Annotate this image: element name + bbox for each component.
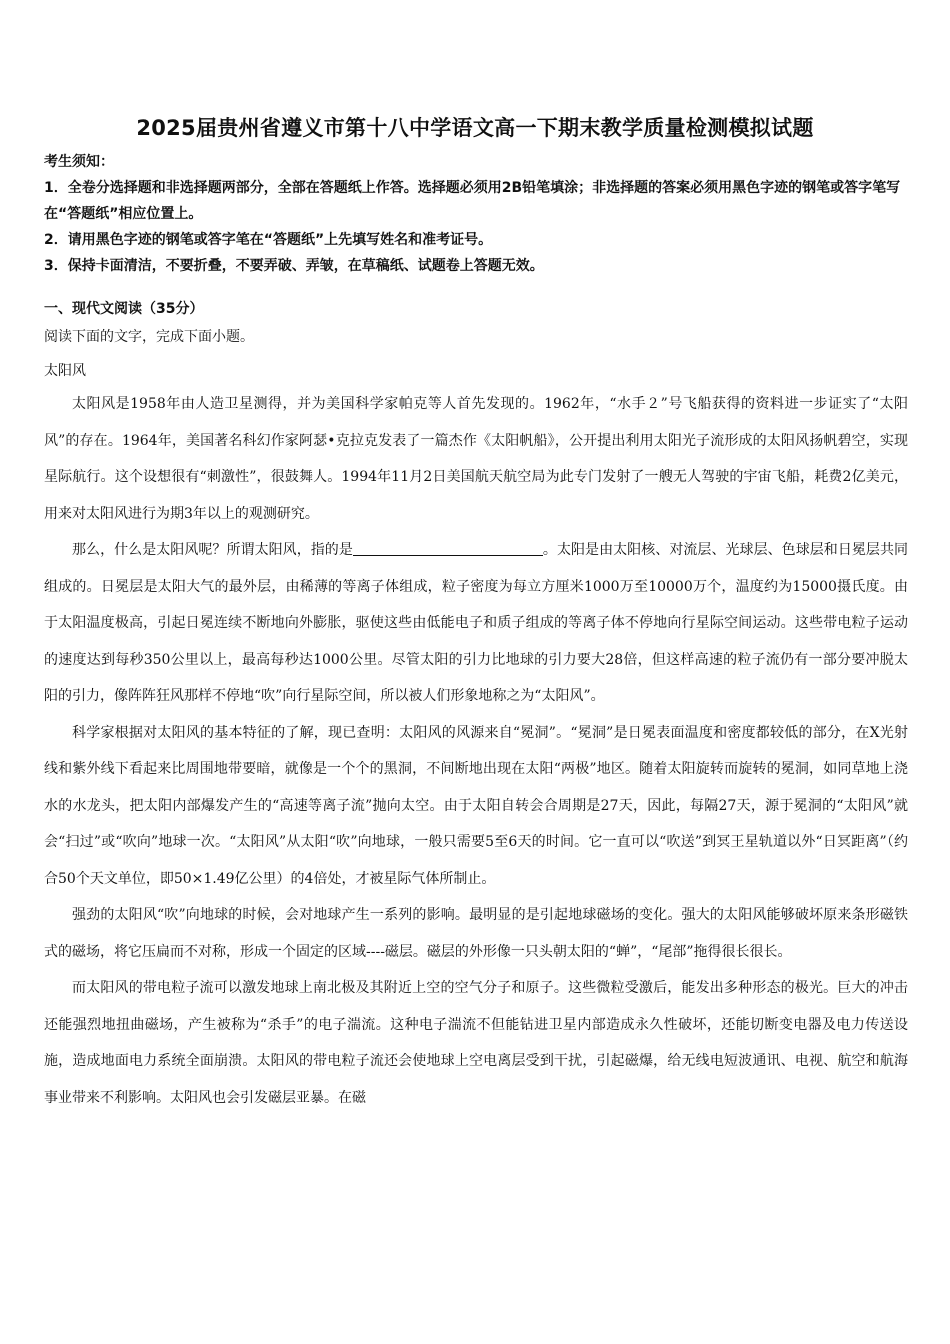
paragraph-4: 强劲的太阳风“吹”向地球的时候，会对地球产生一系列的影响。最明显的是引起地球磁场的变化。强大的太阳风能够破坏原来条形磁铁式的磁场，将它压扁而不对称，形成一个固定的区域----磁层。磁层的外形像一只头朝太阳的“蝉”，“尾部”拖得很长很长。 — [44, 907, 908, 960]
paragraph-1: 太阳风是1958年由人造卫星测得，并为美国科学家帕克等人首先发现的。1962年，“水手２”号飞船获得的资料进一步证实了“太阳风”的存在。1964年，美国著名科幻作家阿瑟•克拉克发表了一篇杰作《太阳帆船》，公开提出利用太阳光子流形成的太阳风扬帆碧空，实现星际航行。这个设想很有“刺激性”，很鼓舞人。1994年11月2日美国航天航空局为此专门发射了一艘无人驾驶的宇宙飞船，耗费2亿美元，用来对太阳风进行为期3年以上的观测研究。 — [44, 396, 908, 522]
answer-blank[interactable] — [353, 541, 543, 556]
exam-title: 2025届贵州省遵义市第十八中学语文高一下期末教学质量检测模拟试题 — [136, 116, 814, 140]
article-title: 太阳风 — [44, 363, 86, 379]
notice-item-1: 1．全卷分选择题和非选择题两部分，全部在答题纸上作答。选择题必须用2B铅笔填涂；非选择题的答案必须用黑色字迹的钢笔或答字笔写在“答题纸”相应位置上。 — [44, 180, 901, 222]
paragraph-2 — [44, 532, 908, 715]
section-heading: 一、现代文阅读（35分） — [44, 301, 204, 317]
notice-heading: 考生须知： — [44, 154, 114, 170]
paragraph-2-after-blank: 。 — [542, 542, 557, 558]
notice-block — [44, 149, 910, 279]
article-body — [44, 386, 908, 1116]
notice-item-2: 2．请用黑色字迹的钢笔或答字笔在“答题纸”上先填写姓名和准考证号。 — [44, 232, 493, 248]
reading-instruction: 阅读下面的文字，完成下面小题。 — [44, 329, 254, 345]
paragraph-3: 科学家根据对太阳风的基本特征的了解，现已查明：太阳风的风源来自“冕洞”。“冕洞”是日冕表面温度和密度都较低的部分，在X光射线和紫外线下看起来比周围地带要暗，就像是一个个的黑洞，不间断地出现在太阳“两极”地区。随着太阳旋转而旋转的冕洞，如同草地上浇水的水龙头，把太阳内部爆发产生的“高速等离子流”抛向太空。由于太阳自转会合周期是27天，因此，每隔27天，源于冕洞的“太阳风”就会“扫过”或“吹向”地球一次。“太阳风”从太阳“吹”向地球，一般只需要5至6天的时间。它一直可以“吹送”到冥王星轨道以外“日冥距离”（约合50个天文单位，即50×1.49亿公里）的4倍处，才被星际气体所制止。 — [44, 724, 908, 887]
paragraph-5: 而太阳风的带电粒子流可以激发地球上南北极及其附近上空的空气分子和原子。这些微粒受激后，能发出多种形态的极光。巨大的冲击还能强烈地扭曲磁场，产生被称为“杀手”的电子湍流。这种电子湍流不但能钻进卫星内部造成永久性破坏，还能切断变电器及电力传送设施，造成地面电力系统全面崩溃。太阳风的带电粒子流还会使地球上空电离层受到干扰，引起磁爆，给无线电短波通讯、电视、航空和航海事业带来不利影响。太阳风也会引发磁层亚暴。在磁 — [44, 980, 908, 1106]
notice-item-3: 3．保持卡面清洁，不要折叠，不要弄破、弄皱，在草稿纸、试题卷上答题无效。 — [44, 258, 544, 274]
paragraph-2-lead: 那么，什么是太阳风呢？所谓太阳风，指的是 — [72, 542, 353, 558]
paragraph-2-rest: 太阳是由太阳核、对流层、光球层、色球层和日冕层共同组成的。日冕层是太阳大气的最外层，由稀薄的等离子体组成，粒子密度为每立方厘米1000万至10000万个，温度约为15000摄氏度。由于太阳温度极高，引起日冕连续不断地向外膨胀，驱使这些由低能电子和质子组成的等离子体不停地向行星际空间运动。这些带电粒子运动的速度达到每秒350公里以上，最高每秒达1000公里。尽管太阳的引力比地球的引力要大28倍，但这样高速的粒子流仍有一部分要冲脱太阳的引力，像阵阵狂风那样不停地“吹”向行星际空间，所以被人们形象地称之为“太阳风”。 — [44, 542, 909, 704]
